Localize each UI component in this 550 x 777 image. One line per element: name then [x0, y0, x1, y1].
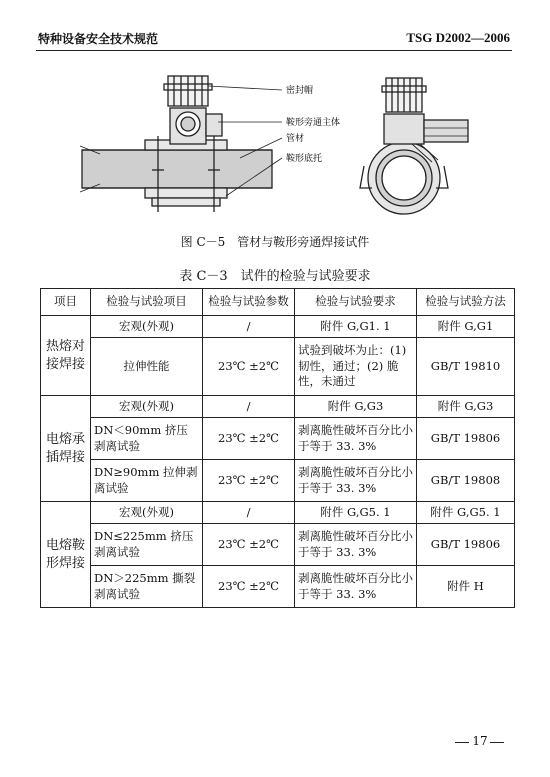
- test-requirements-table: [40, 288, 515, 608]
- param-cell: 23℃ ±2℃: [203, 566, 295, 608]
- table-row: [41, 396, 515, 418]
- requirement-cell: 剥离脆性破坏百分比小于等于 33. 3%: [295, 460, 417, 502]
- test-cell: DN＜90mm 挤压剥离试验: [91, 418, 203, 460]
- footer-dash-right: [490, 742, 504, 743]
- test-cell: DN≥90mm 拉伸剥离试验: [91, 460, 203, 502]
- method-cell: GB/T 19808: [417, 460, 515, 502]
- param-cell: /: [203, 396, 295, 418]
- group-label-socket-fusion: 电熔承插焊接: [41, 396, 91, 502]
- right-view-drawing: [360, 78, 468, 214]
- param-cell: /: [203, 316, 295, 338]
- header-requirement: 检验与试验要求: [295, 289, 417, 316]
- requirement-cell: 附件 G,G1. 1: [295, 316, 417, 338]
- requirement-cell: 附件 G,G3: [295, 396, 417, 418]
- running-header-code: TSG D2002—2006: [406, 30, 510, 45]
- table-title: 表 C－3 试件的检验与试验要求: [179, 269, 371, 284]
- header-param: 检验与试验参数: [203, 289, 295, 316]
- weld-specimen-figure: [60, 62, 500, 224]
- test-cell: DN≤225mm 挤压剥离试验: [91, 524, 203, 566]
- figure-caption: 图 C－5 管材与鞍形旁通焊接试件: [180, 235, 370, 249]
- table-row: [41, 460, 515, 502]
- label-saddle-body: 鞍形旁通主体: [286, 118, 341, 128]
- table-row: [41, 566, 515, 608]
- label-seal-cap: 密封帽: [286, 86, 314, 96]
- method-cell: 附件 H: [417, 566, 515, 608]
- left-view-drawing: [80, 76, 282, 212]
- param-cell: 23℃ ±2℃: [203, 524, 295, 566]
- method-cell: GB/T 19806: [417, 524, 515, 566]
- header-method: 检验与试验方法: [417, 289, 515, 316]
- param-cell: /: [203, 502, 295, 524]
- table-row: [41, 502, 515, 524]
- page-number: 17: [472, 734, 488, 748]
- requirement-cell: 试验到破坏为止：(1) 韧性，通过；(2) 脆性，未通过: [295, 338, 417, 396]
- method-cell: 附件 G,G5. 1: [417, 502, 515, 524]
- table-row: [41, 338, 515, 396]
- table-row: [41, 316, 515, 338]
- test-cell: 宏观(外观): [91, 502, 203, 524]
- requirement-cell: 附件 G,G5. 1: [295, 502, 417, 524]
- requirement-cell: 剥离脆性破坏百分比小于等于 33. 3%: [295, 418, 417, 460]
- header-item: 项目: [41, 289, 91, 316]
- requirement-cell: 剥离脆性破坏百分比小于等于 33. 3%: [295, 524, 417, 566]
- param-cell: 23℃ ±2℃: [203, 460, 295, 502]
- running-header-title: 特种设备安全技术规范: [38, 32, 159, 46]
- header-rule: [36, 50, 512, 51]
- label-pipe: 管材: [286, 134, 305, 144]
- method-cell: GB/T 19810: [417, 338, 515, 396]
- method-cell: 附件 G,G3: [417, 396, 515, 418]
- test-cell: 宏观(外观): [91, 396, 203, 418]
- label-saddle-base: 鞍形底托: [286, 154, 323, 164]
- header-test: 检验与试验项目: [91, 289, 203, 316]
- footer-dash-left: [455, 742, 469, 743]
- requirement-cell: 剥离脆性破坏百分比小于等于 33. 3%: [295, 566, 417, 608]
- table-row: [41, 524, 515, 566]
- param-cell: 23℃ ±2℃: [203, 338, 295, 396]
- test-cell: 宏观(外观): [91, 316, 203, 338]
- table-header-row: [41, 289, 515, 316]
- group-label-saddle-fusion: 电熔鞍形焊接: [41, 502, 91, 608]
- test-cell: DN＞225mm 撕裂剥离试验: [91, 566, 203, 608]
- table-row: [41, 418, 515, 460]
- test-cell: 拉伸性能: [91, 338, 203, 396]
- method-cell: GB/T 19806: [417, 418, 515, 460]
- group-label-butt-fusion: 热熔对接焊接: [41, 316, 91, 396]
- param-cell: 23℃ ±2℃: [203, 418, 295, 460]
- method-cell: 附件 G,G1: [417, 316, 515, 338]
